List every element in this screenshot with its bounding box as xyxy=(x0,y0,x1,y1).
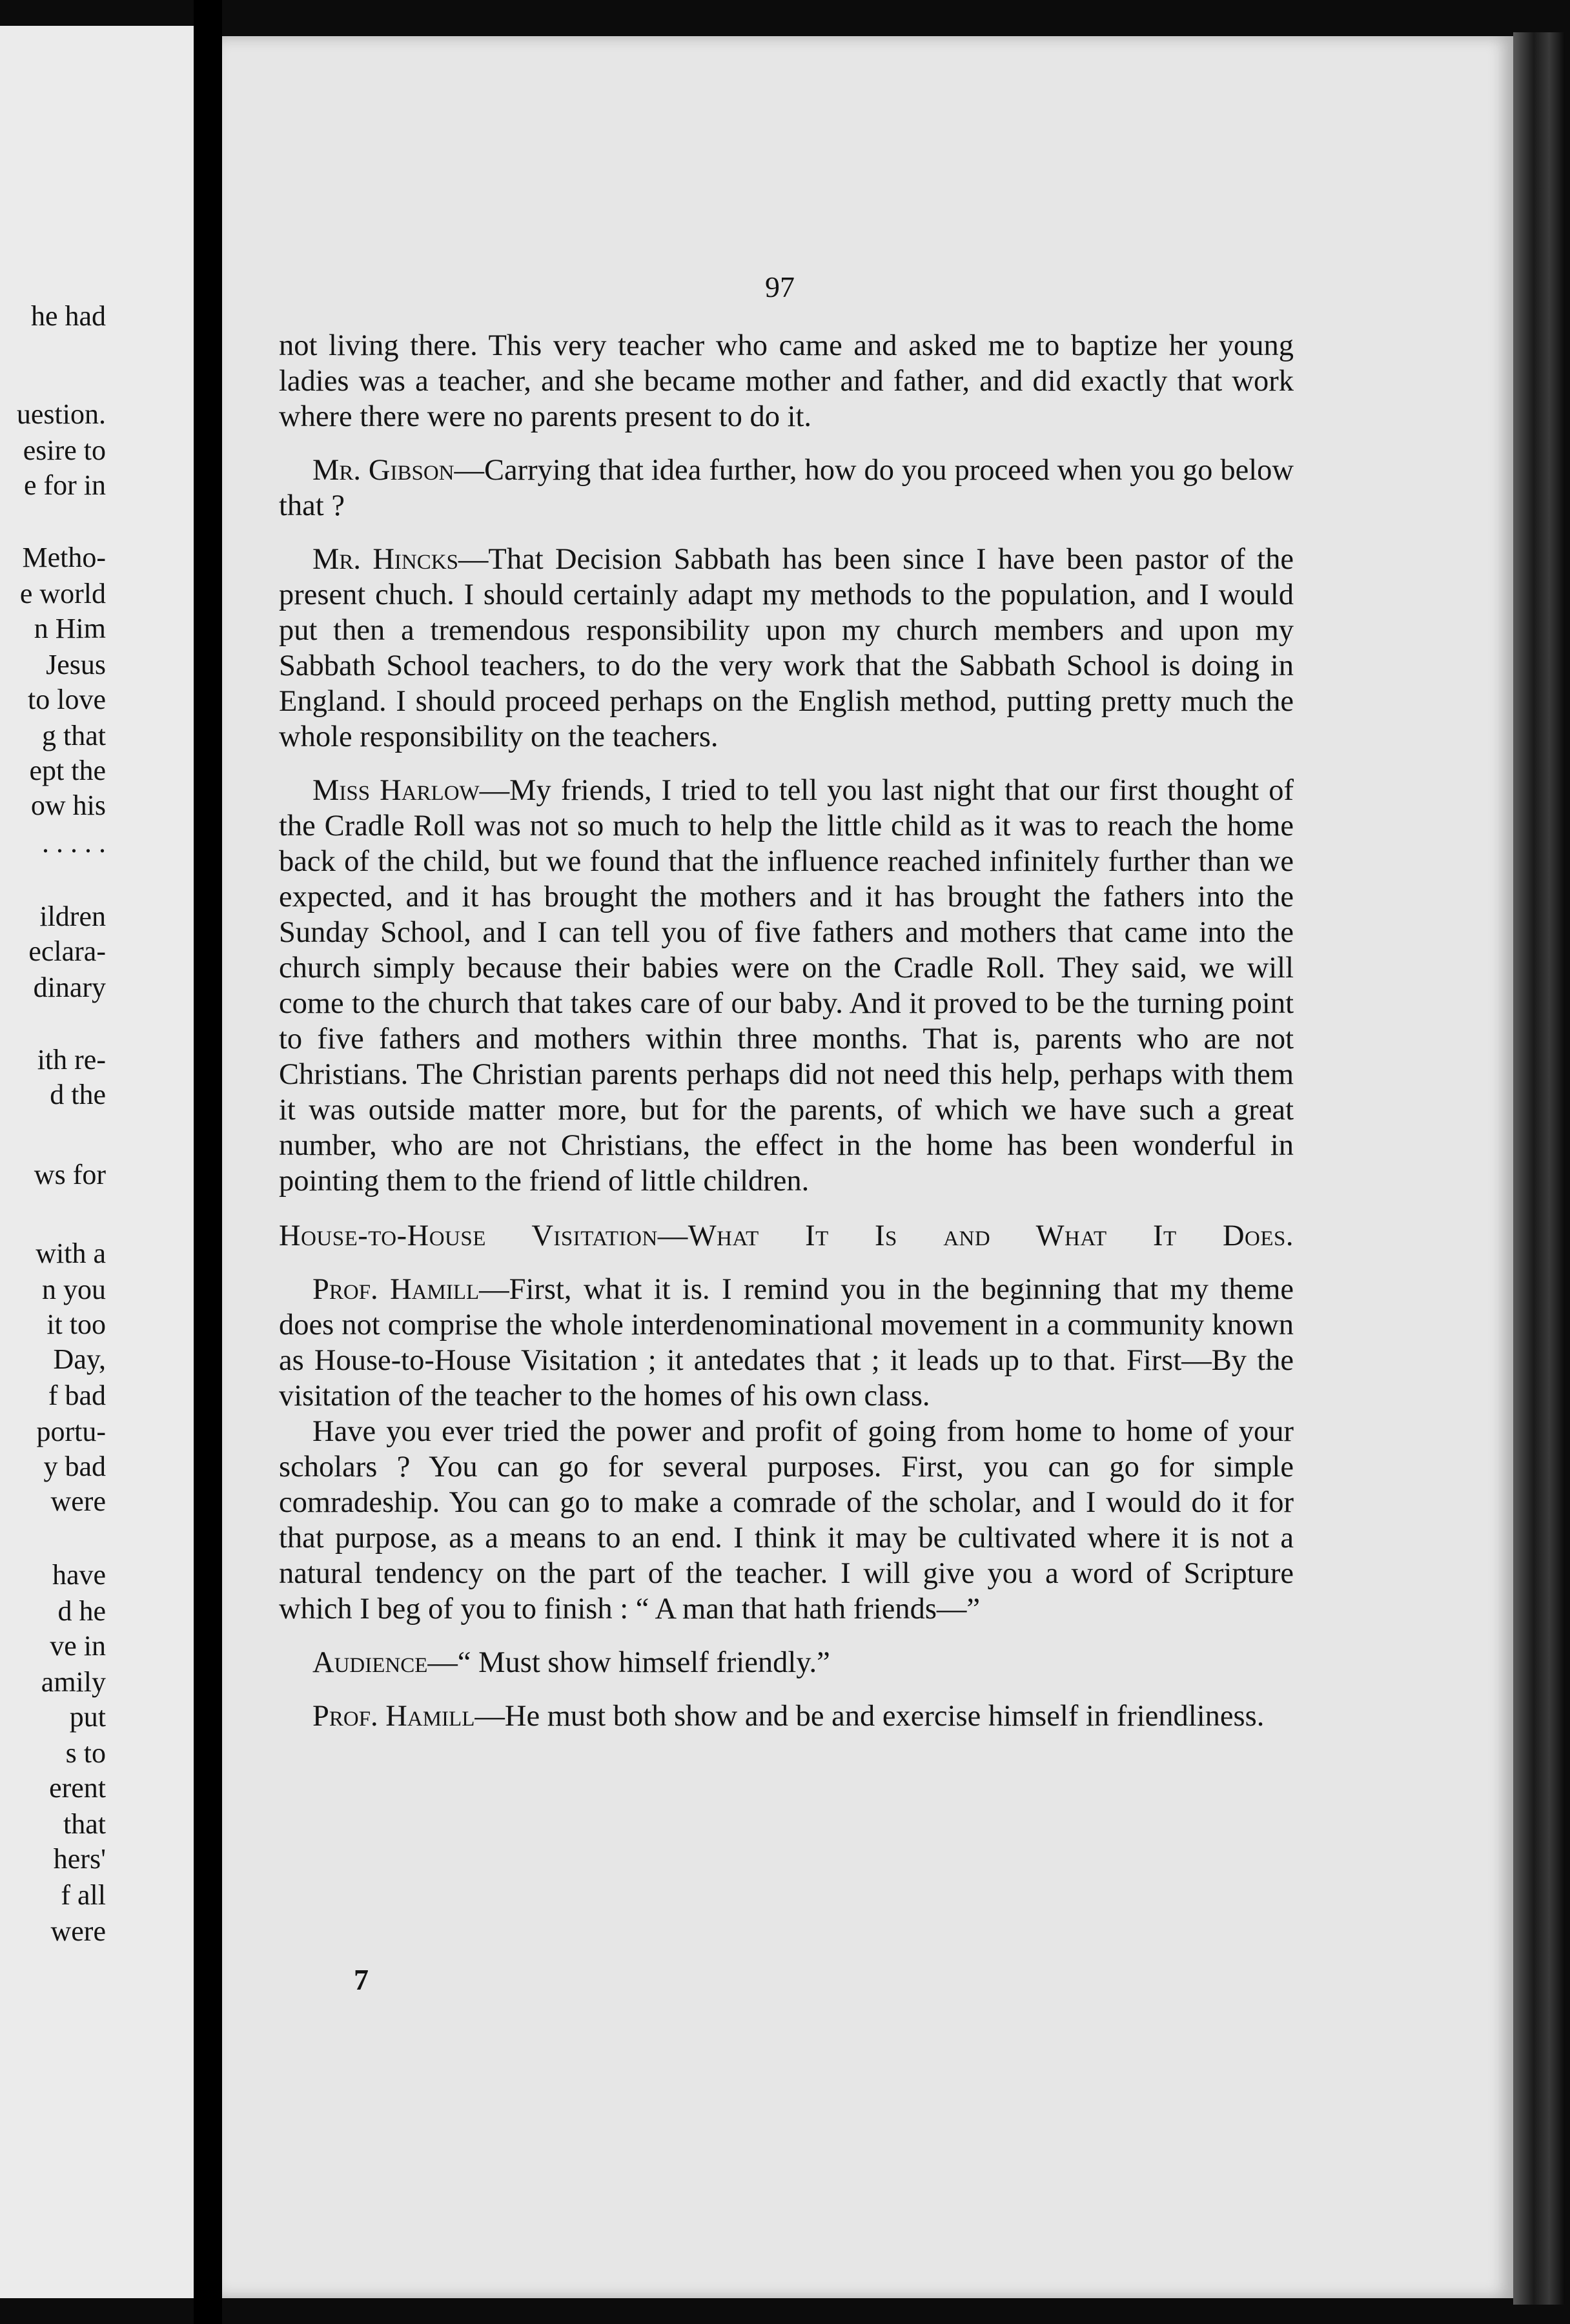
left-fragment: d the xyxy=(50,1079,106,1110)
page-number: 97 xyxy=(765,270,795,303)
left-fragment: were xyxy=(50,1915,106,1947)
left-fragment: ildren xyxy=(39,901,106,932)
paragraph-hamill-3 xyxy=(279,1698,1294,1734)
speaker-name: Miss Harlow xyxy=(312,774,480,807)
left-fragment: y bad xyxy=(43,1451,106,1482)
left-fragment: ve in xyxy=(50,1630,106,1662)
left-fragment: Day, xyxy=(53,1343,106,1375)
paragraph-gibson xyxy=(279,453,1294,524)
paragraph-audience xyxy=(279,1645,1294,1680)
left-fragment: that xyxy=(63,1808,106,1840)
left-fragment: uestion. xyxy=(16,398,106,430)
paragraph-continuation: not living there. This very teacher who came and asked me to baptize her young ladies was a teacher, and she became mother and father, and did exactly that work where there were no parents present to do it. xyxy=(279,329,1294,433)
paragraph-hamill-2: Have you ever tried the power and profit of going from home to home of your scholars ? You can go for several purposes. First, you can go for simple comradeship. You can go to make a comrade of the scholar, and I would do it for that purpose, as a means to an end. I think it may be cultivated where it is not a natural tendency on the part of the teacher. I will give you a word of Scripture which I beg of you to finish : “ A man that hath friends—” xyxy=(279,1415,1294,1626)
left-fragment: e for in xyxy=(23,469,106,501)
left-fragment: f all xyxy=(61,1879,106,1911)
left-fragment: . . . . . xyxy=(42,827,106,859)
left-fragment: g that xyxy=(42,720,106,751)
paragraph-harlow xyxy=(279,773,1294,1199)
speaker-name: Audience xyxy=(312,1646,428,1679)
left-fragment: n Him xyxy=(34,613,106,644)
speaker-name: Prof. Hamill xyxy=(312,1273,480,1306)
left-fragment: Metho- xyxy=(22,542,106,573)
speech-text: —Carrying that idea further, how do you proceed when you go below that ? xyxy=(279,454,1294,522)
left-fragment: it too xyxy=(46,1309,106,1340)
page-edge xyxy=(1513,32,1565,2305)
section-heading: House-to-House Visitation—What It Is and What It Does. xyxy=(279,1219,1294,1252)
left-fragment: f bad xyxy=(48,1380,106,1411)
left-fragment: eclara- xyxy=(28,935,106,967)
book-gutter xyxy=(194,0,222,2324)
left-fragment: dinary xyxy=(33,972,106,1003)
speaker-name: Mr. Gibson xyxy=(312,454,454,487)
left-fragment: ept the xyxy=(29,755,106,786)
left-fragment: Jesus xyxy=(46,649,106,680)
facing-page-fragment xyxy=(0,26,194,2298)
left-fragment: e world xyxy=(19,578,106,609)
left-fragment: erent xyxy=(49,1772,106,1804)
speech-text: —My friends, I tried to tell you last night that our first thought of the Cradle Roll was not so much to help the little child as it was to reach the home back of the child, but we found that the influence reached infinitely further than we expected, and it has brought the mothers and it has brought the fathers into the Sunday School, and I can tell you of five fathers and mothers that came into the church simply because their babies were on the Cradle Roll. They said, we will come to the church that takes care of our baby. And it proved to be the turning point to five fathers and mothers within three months. That is, parents who are not Christians. The Christian parents perhaps did not need this help, perhaps with them it was outside matter more, but for the parents, of which we have such a great number, who are not Christians, the effect in the home has been wonderful in pointing them to the friend of little children. xyxy=(279,774,1294,1198)
left-fragment: esire to xyxy=(23,434,106,466)
left-fragment: d he xyxy=(57,1595,106,1627)
signature-mark: 7 xyxy=(354,1963,369,1996)
speech-text: —That Decision Sabbath has been since I have been pastor of the present chuch. I should certainly adapt my methods to the population, and I would put then a tremendous responsibility upon my church members and upon my Sabbath School teachers, to do the very work that the Sabbath School is doing in England. I should proceed perhaps on the English method, putting pretty much the whole responsibility on the teachers. xyxy=(279,543,1294,753)
speech-text: —He must both show and be and exercise himself in friendliness. xyxy=(474,1700,1265,1733)
speaker-name: Prof. Hamill xyxy=(312,1700,475,1733)
speech-text: —“ Must show himself friendly.” xyxy=(427,1646,830,1679)
left-fragment: ith re- xyxy=(37,1044,106,1075)
left-fragment: hers' xyxy=(53,1843,106,1875)
left-fragment: amily xyxy=(41,1666,106,1698)
left-fragment: with a xyxy=(36,1238,106,1269)
left-fragment: n you xyxy=(42,1274,106,1305)
left-fragment: s to xyxy=(65,1737,106,1769)
left-fragment: put xyxy=(69,1701,106,1733)
left-fragment: to love xyxy=(28,684,106,715)
paragraph-hincks xyxy=(279,542,1294,755)
left-fragment: ow his xyxy=(30,790,106,821)
paragraph-hamill-1 xyxy=(279,1272,1294,1414)
left-fragment: ws for xyxy=(34,1159,106,1190)
left-fragment: were xyxy=(50,1485,106,1517)
left-fragment: have xyxy=(52,1559,106,1591)
page-body xyxy=(279,328,1294,1734)
left-fragment: portu- xyxy=(36,1416,106,1447)
speaker-name: Mr. Hincks xyxy=(312,543,458,576)
left-fragment: he had xyxy=(30,300,106,332)
speech-text: —First, what it is. I remind you in the beginning that my theme does not comprise the whole interdenominational movement in a community known as House-to-House Visitation ; it antedates that ; it leads up to that. First—By the visitation of the teacher to the homes of his own class. xyxy=(279,1273,1294,1412)
